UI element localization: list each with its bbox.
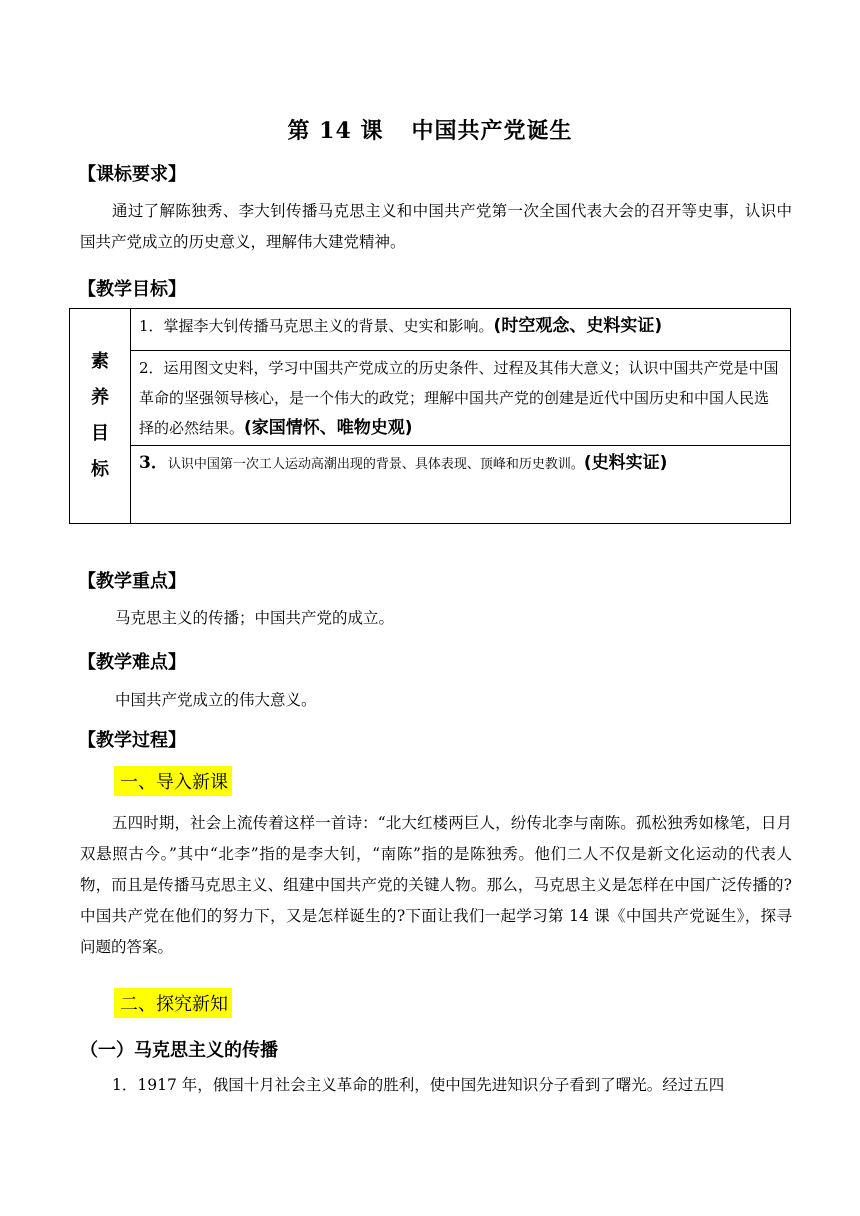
point-1-text: 1．1917 年，俄国十月社会主义革命的胜利，使中国先进知识分子看到了曙光。经过五四 (112, 1076, 725, 1094)
objectives-table (69, 308, 791, 524)
lesson-name: 中国共产党诞生 (411, 118, 573, 144)
objectives-side-label: 素 养 目 标 (70, 309, 131, 524)
difficulties-text: 中国共产党成立的伟大意义。 (115, 691, 317, 709)
key-points-text: 马克思主义的传播；中国共产党的成立。 (115, 609, 395, 627)
difficulties-heading: 【教学难点】 (78, 652, 186, 673)
part2-highlight: 二、探究新知 (114, 988, 232, 1018)
objectives-heading: 【教学目标】 (78, 279, 186, 300)
objective-row-1: 1．掌握李大钊传播马克思主义的背景、史实和影响。(时空观念、史料实证) (131, 309, 791, 351)
objective-tag: (家国情怀、唯物史观) (244, 418, 413, 438)
objective-row-3: 3．认识中国第一次工人运动高潮出现的背景、具体表现、顶峰和历史教训。(史料实证) (131, 446, 791, 524)
key-points-heading: 【教学重点】 (78, 571, 186, 592)
page-title (0, 114, 860, 145)
intro-paragraph: 五四时期，社会上流传着这样一首诗：“北大红楼两巨人，纷传北李与南陈。孤松独秀如椽笔，日月双悬照古今。”其中“北李”指的是李大钊，“南陈”指的是陈独秀。他们二人不仅是新文化运动的代表人物，而且是传播马克思主义、组建中国共产党的关键人物。那么，马克思主义是怎样在中国广泛传播的?中国共产党在他们的努力下，又是怎样诞生的?下面让我们一起学习第 14 课《中国共产党诞生》，探寻问题的答案。 (80, 814, 792, 956)
objective-tag: (史料实证) (583, 453, 668, 473)
lesson-number: 第 14 课 (287, 118, 384, 144)
curriculum-text: 通过了解陈独秀、李大钊传播马克思主义和中国共产党第一次全国代表大会的召开等史事，认识中国共产党成立的历史意义，理解伟大建党精神。 (80, 202, 792, 251)
subsection-title: （一）马克思主义的传播 (80, 1040, 278, 1061)
objective-row-2: 2．运用图文史料，学习中国共产党成立的历史条件、过程及其伟大意义；认识中国共产党是中国革命的坚强领导核心，是一个伟大的政党；理解中国共产党的创建是近代中国历史和中国人民选择的必然结果。(家国情怀、唯物史观) (131, 351, 791, 446)
process-heading: 【教学过程】 (78, 730, 186, 751)
objective-tag: (时空观念、史料实证) (493, 316, 663, 336)
curriculum-heading: 【课标要求】 (78, 164, 186, 185)
part1-highlight: 一、导入新课 (114, 766, 232, 796)
